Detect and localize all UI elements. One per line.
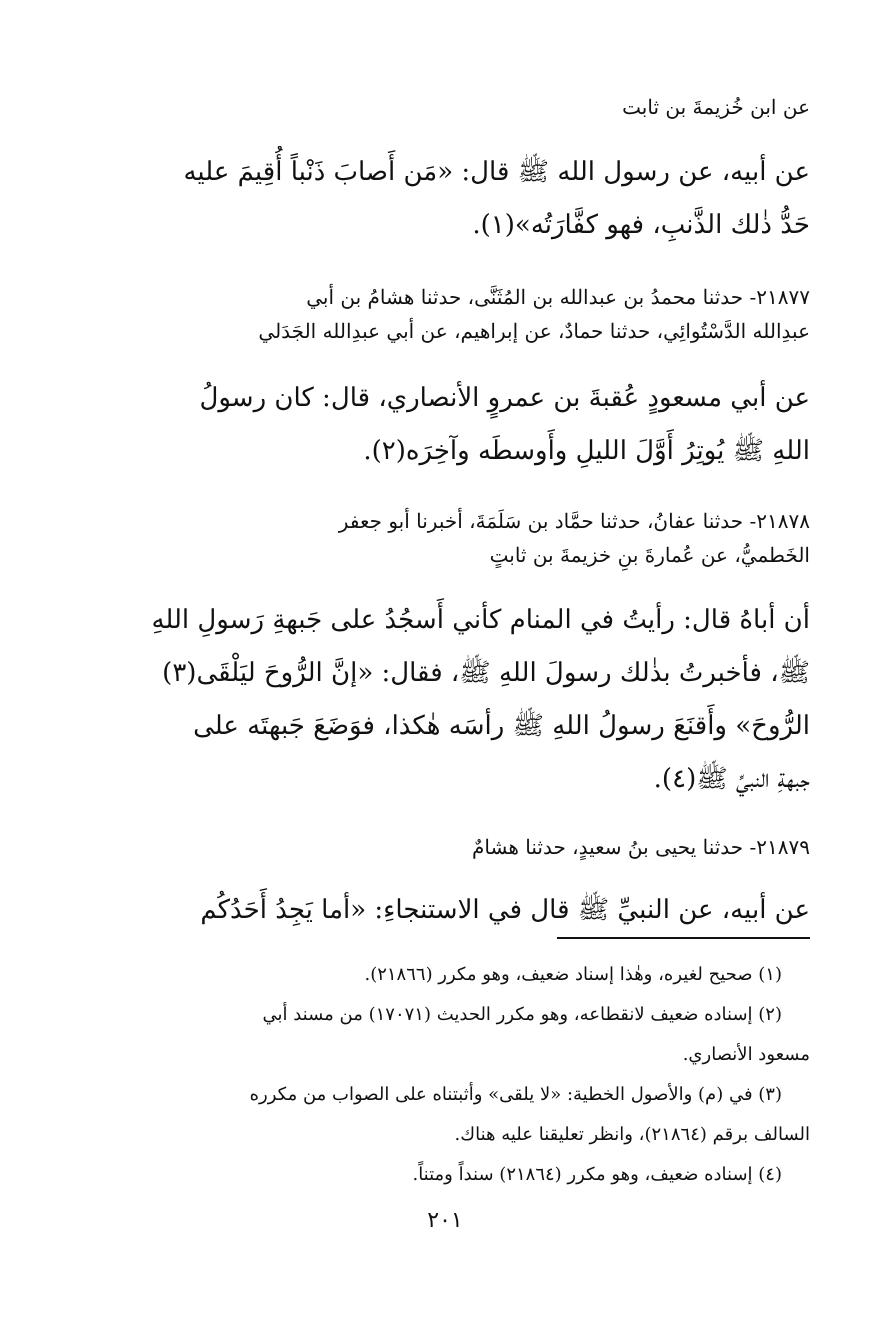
text-line: ٢١٨٧٧- حدثنا محمدُ بن عبدالله بن المُثَنَّى، حدثنا هشامُ بن أبي [306,285,810,309]
sanad-paragraph-21878 [108,504,810,572]
matn-paragraph-1 [108,146,810,252]
text-line: ٢١٨٧٨- حدثنا عفانُ، حدثنا حمَّاد بن سَلَمَةَ، أخبرنا أبو جعفر [338,509,810,533]
text-line: عبدِالله الدَّسْتُوائِي، حدثنا حمادٌ، عن إبراهيم، عن أبي عبدِالله الجَدَلي [258,319,810,343]
text-line: حَدُّ ذٰلك الذَّنبِ، فهو كفَّارَتُه»(١). [472,210,810,240]
sanad-paragraph-21879 [108,830,810,864]
footnote-3-continued: السالف برقم (٢١٨٦٤)، وانظر تعليقنا عليه هناك. [454,1124,810,1145]
page-number: ٢٠١ [427,1208,463,1233]
text-line: عن أبيه، عن النبيِّ ﷺ قال في الاستنجاءِ: «أما يَجِدُ أَحَدُكُم [200,895,810,925]
text-line: عن أبيه، عن رسول الله ﷺ قال: «مَن أَصابَ ذَنْباً أُقِيمَ عليه [183,157,810,187]
footnote-1: (١) صحيح لغيره، وهٰذا إسناد ضعيف، وهو مكرر (٢١٨٦٦). [364,964,782,985]
footnote-3: (٣) في (م) والأصول الخطية: «لا يلقى» وأثبتناه على الصواب من مكرره [249,1084,782,1105]
header-line [108,90,810,124]
footnotes [108,955,810,1195]
matn-paragraph-2 [108,372,810,478]
text-line: اللهِ ﷺ يُوتِرُ أَوَّلَ الليلِ وأَوسطَه وآخِرَه(٢). [363,436,810,466]
text-line: عن أبي مسعودٍ عُقبةَ بن عمروٍ الأنصاري، قال: كان رسولُ [199,383,810,413]
matn-paragraph-3 [108,594,810,806]
text-line: الخَطميُّ، عن عُمارةَ بنِ خزيمةَ بن ثابتٍ [489,543,810,567]
sanad-paragraph-21877 [108,280,810,348]
footnote-2: (٢) إسناده ضعيف لانقطاعه، وهو مكرر الحديث (١٧٠٧١) من مسند أبي [262,1004,782,1025]
text-line: ﷺ، فأخبرتُ بذٰلك رسولَ اللهِ ﷺ، فقال: «إنَّ الرُّوحَ ليَلْقَى(٣) [162,658,810,688]
footnote-2-continued: مسعود الأنصاري. [682,1044,810,1065]
text-line: الرُّوحَ» وأَقنَعَ رسولُ اللهِ ﷺ رأسَه هٰكذا، فوَضَعَ جَبهتَه على [193,711,810,741]
text-line: ٢١٨٧٩- حدثنا يحيى بنُ سعيدٍ، حدثنا هشامٌ [472,835,810,859]
text-line: جبهةِ النبيِّ ﷺ(٤). [653,764,810,794]
page-body [108,90,810,937]
footnote-separator [557,937,810,939]
footnote-4: (٤) إسناده ضعيف، وهو مكرر (٢١٨٦٤) سنداً ومتناً. [412,1164,782,1185]
text-line: عن ابن خُزيمةَ بن ثابت [622,95,810,119]
text-line: أن أباهُ قال: رأيتُ في المنام كأني أَسجُدُ على جَبهةِ رَسولِ اللهِ [151,605,810,635]
matn-paragraph-4 [108,884,810,937]
